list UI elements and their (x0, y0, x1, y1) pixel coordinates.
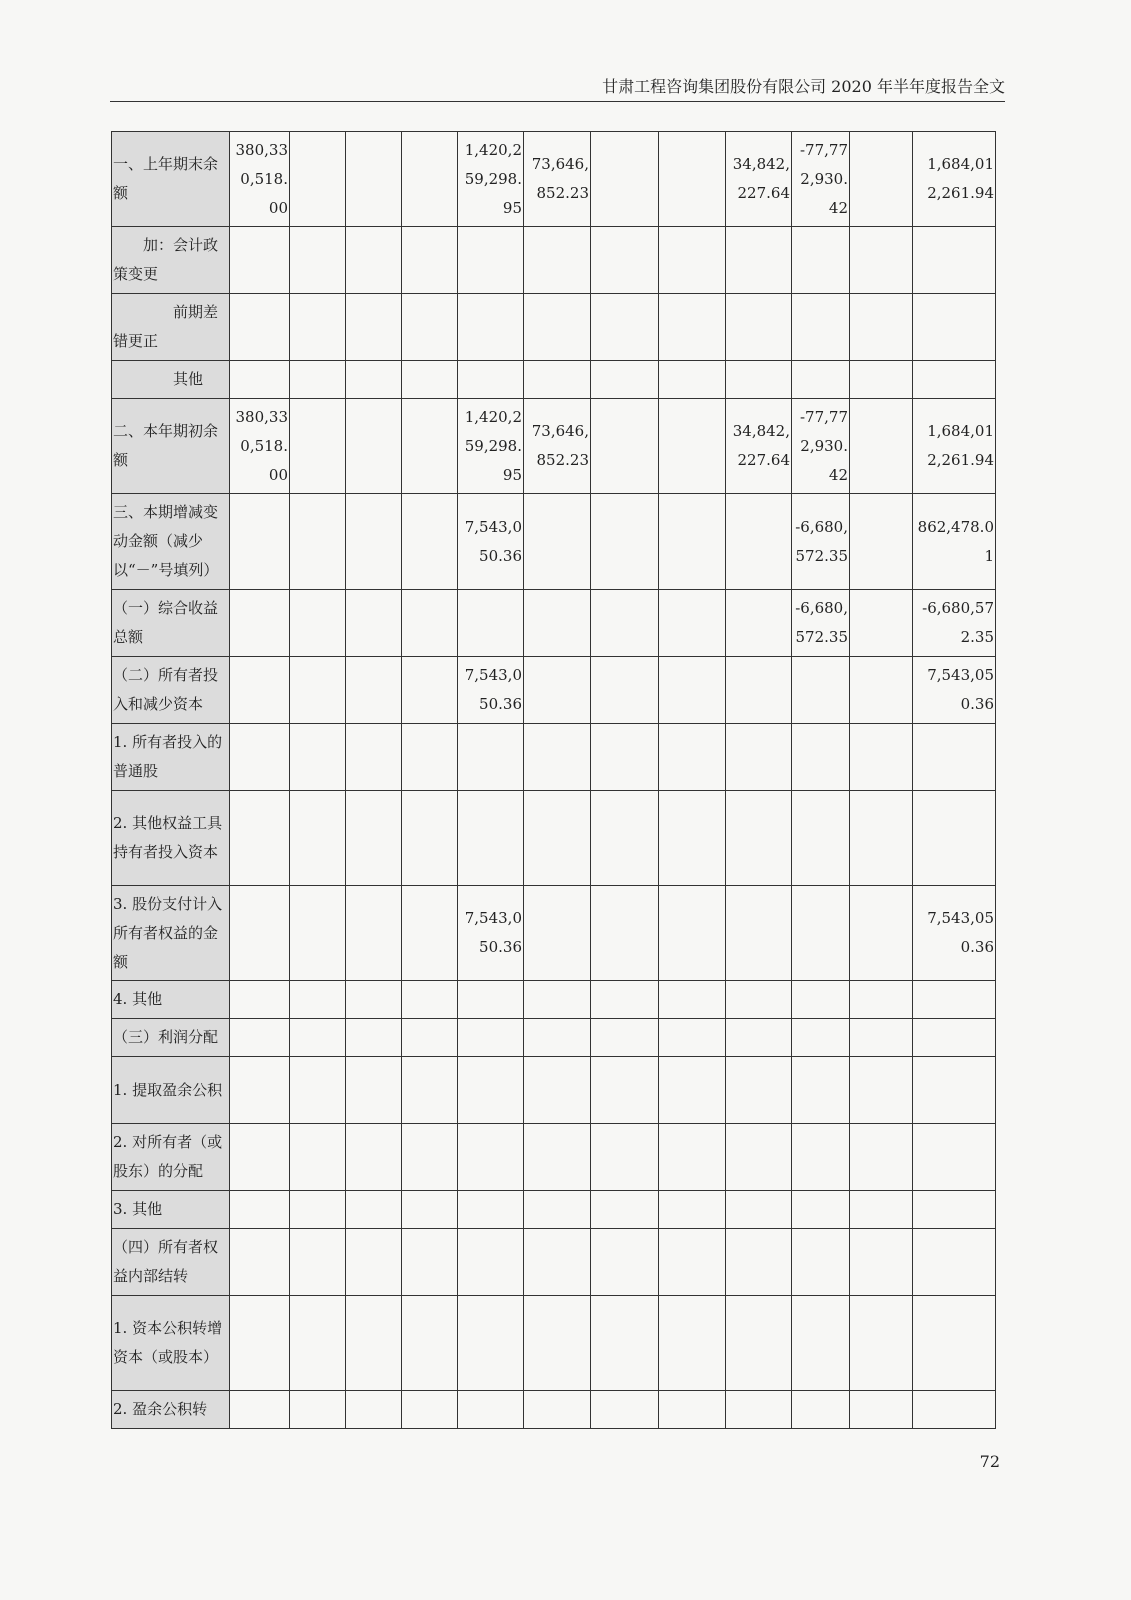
table-cell (659, 981, 726, 1019)
table-cell (913, 294, 996, 361)
table-cell (524, 657, 591, 724)
table-cell (591, 132, 659, 227)
table-cell (659, 494, 726, 590)
table-cell (792, 1391, 850, 1429)
table-cell (913, 724, 996, 791)
table-cell (402, 657, 458, 724)
table-cell (591, 494, 659, 590)
table-cell (346, 227, 402, 294)
table-cell (290, 886, 346, 981)
table-cell (524, 1296, 591, 1391)
table-cell (524, 227, 591, 294)
row-label: 一、上年期末余额 (112, 132, 230, 227)
table-cell (230, 981, 290, 1019)
table-cell (591, 294, 659, 361)
table-cell (402, 1019, 458, 1057)
table-cell (230, 1229, 290, 1296)
table-cell: 7,543,050.36 (458, 494, 524, 590)
table-cell (792, 886, 850, 981)
table-cell: 862,478.01 (913, 494, 996, 590)
table-cell (591, 981, 659, 1019)
table-cell (726, 724, 792, 791)
table-cell (591, 1296, 659, 1391)
table-cell (591, 724, 659, 791)
table-row (112, 886, 996, 981)
table-cell (230, 1296, 290, 1391)
table-cell (726, 227, 792, 294)
table-cell (458, 1229, 524, 1296)
table-cell (458, 1057, 524, 1124)
row-label: 其他 (112, 361, 230, 399)
table-row (112, 1191, 996, 1229)
table-cell (346, 494, 402, 590)
table-cell: 7,543,050.36 (913, 657, 996, 724)
table-cell (524, 1229, 591, 1296)
table-cell (659, 1124, 726, 1191)
table-row (112, 132, 996, 227)
table-cell (591, 361, 659, 399)
table-cell (524, 791, 591, 886)
table-cell (659, 791, 726, 886)
table-cell (458, 361, 524, 399)
table-cell: 34,842,227.64 (726, 132, 792, 227)
table-cell (659, 1019, 726, 1057)
table-cell (402, 227, 458, 294)
table-cell (290, 1296, 346, 1391)
table-cell (850, 886, 913, 981)
table-cell (792, 361, 850, 399)
table-cell: 1,420,259,298.95 (458, 399, 524, 494)
table-cell (290, 227, 346, 294)
row-label: 前期差错更正 (112, 294, 230, 361)
table-cell (659, 294, 726, 361)
table-cell (726, 1124, 792, 1191)
table-cell (726, 886, 792, 981)
table-cell (850, 1229, 913, 1296)
table-cell (346, 399, 402, 494)
table-cell (913, 1391, 996, 1429)
table-cell (402, 1057, 458, 1124)
table-row (112, 494, 996, 590)
table-cell (346, 1229, 402, 1296)
table-cell (726, 657, 792, 724)
table-cell (792, 791, 850, 886)
table-cell (346, 294, 402, 361)
table-cell (230, 494, 290, 590)
table-cell: 380,330,518.00 (230, 132, 290, 227)
table-cell (230, 1019, 290, 1057)
table-cell (913, 1124, 996, 1191)
row-label: 1. 提取盈余公积 (112, 1057, 230, 1124)
table-cell (524, 1019, 591, 1057)
table-cell (659, 399, 726, 494)
table-cell (402, 294, 458, 361)
table-cell (230, 294, 290, 361)
table-cell (726, 1019, 792, 1057)
table-cell (792, 657, 850, 724)
table-cell: -77,772,930.42 (792, 132, 850, 227)
table-cell (913, 361, 996, 399)
table-cell (913, 981, 996, 1019)
table-cell: -6,680,572.35 (792, 494, 850, 590)
table-cell (402, 1296, 458, 1391)
table-cell (591, 886, 659, 981)
row-label: 3. 其他 (112, 1191, 230, 1229)
table-cell: 1,684,012,261.94 (913, 399, 996, 494)
report-header: 甘肃工程咨询集团股份有限公司 2020 年半年度报告全文 (602, 77, 1005, 96)
table-cell (850, 361, 913, 399)
table-cell (402, 494, 458, 590)
table-cell (524, 361, 591, 399)
table-cell (290, 399, 346, 494)
table-cell (524, 494, 591, 590)
table-cell (402, 1391, 458, 1429)
row-label: 1. 所有者投入的普通股 (112, 724, 230, 791)
table-cell (591, 1229, 659, 1296)
table-cell (458, 590, 524, 657)
table-row (112, 399, 996, 494)
table-row (112, 981, 996, 1019)
table-cell (850, 1019, 913, 1057)
table-cell (346, 361, 402, 399)
table-cell (290, 1019, 346, 1057)
table-cell (458, 724, 524, 791)
table-cell (591, 399, 659, 494)
table-cell: 34,842,227.64 (726, 399, 792, 494)
table-cell (850, 1296, 913, 1391)
table-cell (458, 981, 524, 1019)
table-cell (230, 1057, 290, 1124)
table-cell (230, 791, 290, 886)
table-row (112, 1391, 996, 1429)
table-cell: 7,543,050.36 (458, 886, 524, 981)
table-cell (346, 1296, 402, 1391)
table-cell (850, 981, 913, 1019)
table-cell (346, 1191, 402, 1229)
row-label: 二、本年期初余额 (112, 399, 230, 494)
table-cell: 7,543,050.36 (913, 886, 996, 981)
table-cell (792, 294, 850, 361)
table-cell (659, 1057, 726, 1124)
table-cell (402, 981, 458, 1019)
table-cell (591, 1124, 659, 1191)
table-cell (230, 590, 290, 657)
table-cell (659, 1229, 726, 1296)
table-cell (850, 1391, 913, 1429)
table-cell (726, 1391, 792, 1429)
table-cell (290, 1057, 346, 1124)
table-cell (402, 724, 458, 791)
table-cell (792, 1057, 850, 1124)
table-cell (290, 132, 346, 227)
page-number: 72 (979, 1452, 1000, 1471)
table-cell (402, 1124, 458, 1191)
table-cell (913, 1057, 996, 1124)
table-cell (458, 294, 524, 361)
table-cell (290, 361, 346, 399)
table-cell (290, 791, 346, 886)
table-cell (726, 1191, 792, 1229)
table-cell: -77,772,930.42 (792, 399, 850, 494)
table-cell (524, 1391, 591, 1429)
table-cell (290, 494, 346, 590)
table-cell (659, 132, 726, 227)
table-cell (402, 1191, 458, 1229)
table-cell (458, 227, 524, 294)
table-cell (850, 1057, 913, 1124)
table-cell: 380,330,518.00 (230, 399, 290, 494)
table-cell: -6,680,572.35 (792, 590, 850, 657)
table-cell (458, 1191, 524, 1229)
table-cell (659, 1296, 726, 1391)
table-cell (726, 494, 792, 590)
table-cell (290, 590, 346, 657)
table-cell (726, 1057, 792, 1124)
table-cell (346, 1124, 402, 1191)
table-cell (458, 1296, 524, 1391)
row-label: （三）利润分配 (112, 1019, 230, 1057)
table-cell (230, 886, 290, 981)
table-row (112, 1296, 996, 1391)
table-cell (659, 590, 726, 657)
table-cell (346, 724, 402, 791)
table-cell (726, 590, 792, 657)
table-cell (726, 981, 792, 1019)
table-cell (290, 724, 346, 791)
row-label: 1. 资本公积转增资本（或股本） (112, 1296, 230, 1391)
table-cell (659, 1391, 726, 1429)
table-cell (591, 590, 659, 657)
table-cell (792, 1019, 850, 1057)
table-cell (850, 791, 913, 886)
row-label: 2. 其他权益工具持有者投入资本 (112, 791, 230, 886)
table-cell (659, 1191, 726, 1229)
table-cell (524, 724, 591, 791)
table-cell (402, 1229, 458, 1296)
table-cell (913, 1296, 996, 1391)
table-cell (591, 657, 659, 724)
table-cell (591, 791, 659, 886)
table-cell (726, 791, 792, 886)
table-cell (913, 227, 996, 294)
table-cell (792, 724, 850, 791)
table-cell (850, 399, 913, 494)
table-cell (726, 1229, 792, 1296)
table-cell (290, 981, 346, 1019)
table-cell (230, 1391, 290, 1429)
table-row (112, 294, 996, 361)
table-cell (458, 1124, 524, 1191)
table-cell (659, 657, 726, 724)
table-cell (524, 294, 591, 361)
table-cell (591, 1057, 659, 1124)
table-cell (230, 724, 290, 791)
table-cell (290, 1124, 346, 1191)
table-cell (402, 886, 458, 981)
row-label: 3. 股份支付计入所有者权益的金额 (112, 886, 230, 981)
row-label: （二）所有者投入和减少资本 (112, 657, 230, 724)
table-cell (524, 981, 591, 1019)
table-cell (659, 227, 726, 294)
table-row (112, 361, 996, 399)
table-cell (524, 886, 591, 981)
table-cell (913, 1229, 996, 1296)
table-cell: 7,543,050.36 (458, 657, 524, 724)
table-cell (913, 791, 996, 886)
row-label: 加：会计政策变更 (112, 227, 230, 294)
table-cell: 1,420,259,298.95 (458, 132, 524, 227)
table-cell (913, 1191, 996, 1229)
table-cell (850, 494, 913, 590)
table-cell (346, 886, 402, 981)
table-cell (230, 1124, 290, 1191)
table-cell (346, 1057, 402, 1124)
row-label: （一）综合收益总额 (112, 590, 230, 657)
table-cell (346, 791, 402, 886)
table-cell (792, 1229, 850, 1296)
table-row (112, 791, 996, 886)
table-cell (850, 657, 913, 724)
row-label: 三、本期增减变动金额（减少以“－”号填列） (112, 494, 230, 590)
table-cell: 1,684,012,261.94 (913, 132, 996, 227)
table-cell (524, 1057, 591, 1124)
table-row (112, 1057, 996, 1124)
table-cell (524, 1191, 591, 1229)
table-cell: 73,646,852.23 (524, 399, 591, 494)
table-cell (659, 361, 726, 399)
table-cell (726, 294, 792, 361)
row-label: 2. 盈余公积转 (112, 1391, 230, 1429)
table-cell (524, 590, 591, 657)
table-cell (402, 590, 458, 657)
table-row (112, 227, 996, 294)
table-cell (792, 227, 850, 294)
header-divider (110, 101, 1005, 102)
table-cell (726, 361, 792, 399)
table-cell (402, 791, 458, 886)
row-label: 2. 对所有者（或股东）的分配 (112, 1124, 230, 1191)
table-cell (591, 227, 659, 294)
row-label: （四）所有者权益内部结转 (112, 1229, 230, 1296)
table-cell (792, 1191, 850, 1229)
table-cell (290, 1391, 346, 1429)
table-cell (792, 1124, 850, 1191)
table-cell (402, 399, 458, 494)
table-row (112, 1124, 996, 1191)
table-cell (290, 657, 346, 724)
table-cell (792, 1296, 850, 1391)
equity-change-table (111, 131, 996, 1429)
table-row (112, 1229, 996, 1296)
table-cell (850, 724, 913, 791)
table-cell (346, 981, 402, 1019)
table-cell (346, 1019, 402, 1057)
table-cell: -6,680,572.35 (913, 590, 996, 657)
table-cell (346, 657, 402, 724)
table-cell (230, 657, 290, 724)
table-cell (402, 361, 458, 399)
table-cell (850, 1191, 913, 1229)
table-cell: 73,646,852.23 (524, 132, 591, 227)
table-cell (290, 1191, 346, 1229)
table-cell (230, 227, 290, 294)
table-cell (458, 791, 524, 886)
table-cell (850, 132, 913, 227)
table-cell (458, 1019, 524, 1057)
table-cell (850, 294, 913, 361)
table-cell (458, 1391, 524, 1429)
table-cell (591, 1391, 659, 1429)
row-label: 4. 其他 (112, 981, 230, 1019)
table-body (112, 132, 996, 1429)
table-cell (659, 724, 726, 791)
table-cell (290, 294, 346, 361)
table-row (112, 590, 996, 657)
table-cell (726, 1296, 792, 1391)
table-row (112, 724, 996, 791)
table-cell (290, 1229, 346, 1296)
table-cell (850, 590, 913, 657)
table-row (112, 1019, 996, 1057)
table-cell (346, 590, 402, 657)
table-cell (850, 1124, 913, 1191)
table-cell (913, 1019, 996, 1057)
table-cell (346, 132, 402, 227)
table-row (112, 657, 996, 724)
table-cell (230, 361, 290, 399)
table-cell (524, 1124, 591, 1191)
table-cell (402, 132, 458, 227)
table-cell (659, 886, 726, 981)
table-cell (792, 981, 850, 1019)
table-cell (346, 1391, 402, 1429)
table-cell (230, 1191, 290, 1229)
table-cell (850, 227, 913, 294)
table-cell (591, 1019, 659, 1057)
table-cell (591, 1191, 659, 1229)
